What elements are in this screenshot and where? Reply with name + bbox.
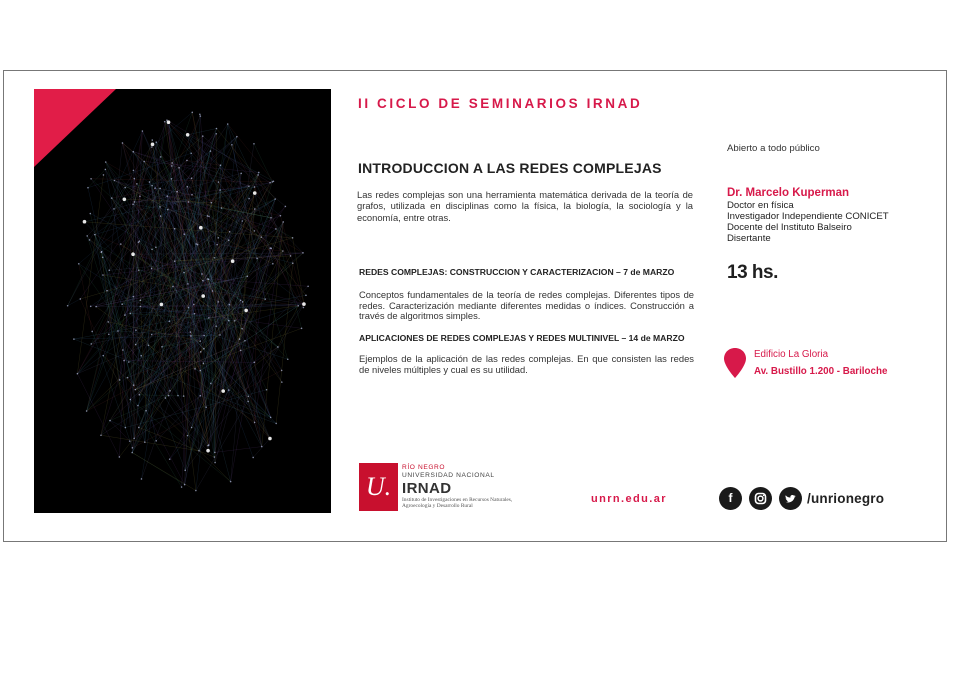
- network-node: [228, 239, 230, 241]
- network-node: [270, 417, 272, 419]
- network-node: [183, 272, 185, 274]
- series-title: II CICLO DE SEMINARIOS IRNAD: [358, 96, 643, 111]
- network-edge: [95, 235, 170, 391]
- network-node: [199, 226, 203, 230]
- network-node: [199, 395, 201, 397]
- network-node: [129, 440, 131, 442]
- network-node: [287, 358, 289, 360]
- network-node: [277, 346, 279, 348]
- network-node: [160, 303, 164, 307]
- network-node: [132, 151, 134, 153]
- network-node: [247, 401, 249, 403]
- network-node: [184, 484, 186, 486]
- network-node: [160, 156, 162, 158]
- network-node: [187, 435, 189, 437]
- network-node: [301, 328, 303, 330]
- network-node: [67, 305, 69, 307]
- network-node: [130, 399, 132, 401]
- network-node: [169, 320, 171, 322]
- network-node: [292, 262, 294, 264]
- network-node: [124, 314, 126, 316]
- network-node: [190, 335, 192, 337]
- network-node: [191, 427, 193, 429]
- network-node: [203, 335, 205, 337]
- network-node: [228, 320, 230, 322]
- network-node: [176, 191, 178, 193]
- network-node: [242, 301, 244, 303]
- network-node: [197, 244, 199, 246]
- network-node: [244, 309, 248, 313]
- network-node: [133, 384, 135, 386]
- network-node: [236, 136, 238, 138]
- network-node: [178, 167, 180, 169]
- network-node: [275, 423, 277, 425]
- instagram-icon[interactable]: [749, 487, 772, 510]
- network-node: [268, 437, 272, 441]
- network-node: [234, 320, 236, 322]
- network-node: [272, 263, 274, 265]
- network-node: [302, 252, 304, 254]
- network-node: [208, 444, 210, 446]
- network-node: [253, 143, 255, 145]
- network-node: [241, 220, 243, 222]
- network-node: [90, 178, 92, 180]
- logo-line-rio-negro: RÍO NEGRO: [402, 464, 446, 471]
- network-node: [103, 174, 105, 176]
- network-node: [254, 422, 256, 424]
- network-node: [240, 173, 242, 175]
- network-node: [198, 450, 200, 452]
- network-node: [124, 187, 126, 189]
- network-node: [202, 135, 204, 137]
- network-node: [219, 189, 221, 191]
- network-node: [290, 255, 292, 257]
- network-node: [145, 410, 147, 412]
- network-node: [188, 201, 190, 203]
- network-node: [217, 237, 219, 239]
- network-node: [254, 208, 256, 210]
- network-node: [254, 186, 256, 188]
- network-node: [136, 183, 138, 185]
- network-node: [248, 198, 250, 200]
- speaker-credential: Doctor en física: [727, 200, 794, 211]
- network-node: [228, 389, 230, 391]
- network-node: [105, 169, 107, 171]
- network-node: [186, 133, 190, 137]
- network-node: [139, 196, 141, 198]
- network-node: [171, 178, 173, 180]
- network-node: [167, 120, 171, 124]
- network-node: [138, 269, 140, 271]
- network-node: [165, 397, 167, 399]
- network-node: [155, 246, 157, 248]
- network-node: [285, 206, 287, 208]
- social-handle[interactable]: /unrionegro: [807, 491, 885, 506]
- network-node: [240, 350, 242, 352]
- network-node: [247, 276, 249, 278]
- network-node: [261, 236, 263, 238]
- network-node: [199, 115, 201, 117]
- network-node: [135, 344, 137, 346]
- network-node: [151, 185, 153, 187]
- network-node: [148, 344, 150, 346]
- network-node: [230, 481, 232, 483]
- network-node: [214, 462, 216, 464]
- network-node: [155, 440, 157, 442]
- network-edge: [188, 128, 217, 134]
- website-link[interactable]: unrn.edu.ar: [591, 493, 667, 505]
- network-node: [258, 172, 260, 174]
- network-node: [161, 346, 163, 348]
- network-node: [171, 162, 173, 164]
- network-node: [201, 294, 205, 298]
- network-node: [95, 306, 97, 308]
- network-node: [211, 202, 213, 204]
- network-node: [174, 260, 176, 262]
- network-node: [191, 194, 193, 196]
- network-node: [273, 181, 275, 183]
- network-node: [183, 395, 185, 397]
- network-node: [307, 285, 309, 287]
- network-node: [220, 164, 222, 166]
- network-node: [133, 178, 135, 180]
- network-node: [141, 478, 143, 480]
- network-node: [135, 329, 137, 331]
- session-2-description: Ejemplos de la aplicación de las redes complejas. En que consisten las redes de niveles múltiples y cual es su utilidad.: [359, 353, 694, 375]
- network-node: [203, 348, 205, 350]
- instagram-glyph: [749, 487, 772, 510]
- network-node: [169, 390, 171, 392]
- network-node: [160, 215, 162, 217]
- network-node: [73, 338, 75, 340]
- network-node: [195, 243, 197, 245]
- audience-note: Abierto a todo público: [727, 143, 820, 154]
- network-node: [280, 215, 282, 217]
- network-node: [229, 231, 231, 233]
- network-node: [140, 306, 142, 308]
- network-node: [151, 139, 153, 141]
- network-node: [195, 490, 197, 492]
- network-node: [113, 208, 115, 210]
- speaker-credential: Disertante: [727, 233, 771, 244]
- network-node: [281, 370, 283, 372]
- network-node: [216, 128, 218, 130]
- network-node: [134, 201, 136, 203]
- network-node: [83, 220, 87, 224]
- network-node: [210, 383, 212, 385]
- network-node: [151, 143, 155, 147]
- network-node: [199, 340, 201, 342]
- network-node: [241, 328, 243, 330]
- network-node: [257, 174, 259, 176]
- network-node: [127, 377, 129, 379]
- network-node: [221, 389, 225, 393]
- network-node: [252, 457, 254, 459]
- network-node: [216, 244, 218, 246]
- network-node: [89, 213, 91, 215]
- network-node: [89, 239, 91, 241]
- network-node: [215, 133, 217, 135]
- network-node: [303, 307, 305, 309]
- network-node: [215, 325, 217, 327]
- network-node: [119, 379, 121, 381]
- network-node: [151, 146, 153, 148]
- network-node: [117, 330, 119, 332]
- speaker-credential: Investigador Independiente CONICET: [727, 211, 889, 222]
- network-node: [217, 301, 219, 303]
- seminar-title: INTRODUCCION A LAS REDES COMPLEJAS: [358, 160, 662, 176]
- network-node: [274, 198, 276, 200]
- network-node: [174, 228, 176, 230]
- network-node: [133, 438, 135, 440]
- network-node: [131, 452, 133, 454]
- network-node: [177, 395, 179, 397]
- network-node: [128, 361, 130, 363]
- network-node: [172, 286, 174, 288]
- network-node: [194, 368, 196, 370]
- network-node: [133, 170, 135, 172]
- network-node: [155, 141, 157, 143]
- network-node: [122, 349, 124, 351]
- network-node: [270, 248, 272, 250]
- network-node: [87, 187, 89, 189]
- network-node: [109, 270, 111, 272]
- network-node: [240, 300, 242, 302]
- network-node: [193, 304, 195, 306]
- event-time: 13 hs.: [727, 262, 778, 283]
- network-node: [159, 188, 161, 190]
- network-node: [202, 280, 204, 282]
- network-node: [166, 119, 168, 121]
- network-node: [181, 486, 183, 488]
- network-edge: [228, 124, 274, 181]
- network-node: [190, 152, 192, 154]
- venue-building: Edificio La Gloria: [754, 349, 829, 360]
- network-node: [239, 338, 241, 340]
- session-1-heading: REDES COMPLEJAS: CONSTRUCCION Y CARACTERIZACION – 7 de MARZO: [359, 267, 675, 277]
- twitter-bird-glyph: [779, 487, 802, 510]
- network-node: [201, 273, 203, 275]
- network-node: [139, 394, 141, 396]
- network-node: [207, 278, 209, 280]
- facebook-icon[interactable]: f: [719, 487, 742, 510]
- network-node: [254, 362, 256, 364]
- network-edge: [216, 128, 275, 199]
- network-node: [100, 434, 102, 436]
- network-node: [305, 295, 307, 297]
- network-node: [140, 299, 142, 301]
- intro-paragraph: Las redes complejas son una herramienta matemática derivada de la teoría de grafos, utilizada en disciplinas como la física, la biología, la sociología y la economía, entre otras.: [357, 189, 693, 223]
- network-node: [168, 395, 170, 397]
- location-pin-icon: [723, 347, 747, 379]
- network-node: [102, 257, 104, 259]
- network-node: [109, 420, 111, 422]
- network-node: [164, 121, 166, 123]
- network-node: [302, 302, 306, 306]
- network-node: [297, 305, 299, 307]
- twitter-icon[interactable]: [779, 487, 802, 510]
- network-node: [90, 343, 92, 345]
- network-node: [154, 187, 156, 189]
- network-node: [133, 296, 135, 298]
- network-node: [270, 217, 272, 219]
- network-node: [108, 334, 110, 336]
- network-node: [207, 215, 209, 217]
- network-node: [102, 274, 104, 276]
- network-node: [275, 228, 277, 230]
- network-node: [90, 306, 92, 308]
- network-visualization-image: [34, 89, 331, 513]
- session-2-heading: APLICACIONES DE REDES COMPLEJAS Y REDES MULTINIVEL – 14 de MARZO: [359, 333, 685, 343]
- network-node: [94, 234, 96, 236]
- network-node: [188, 307, 190, 309]
- network-node: [269, 182, 271, 184]
- network-node: [135, 389, 137, 391]
- network-edge: [87, 236, 130, 314]
- network-node: [111, 197, 113, 199]
- network-node: [121, 303, 123, 305]
- session-1-description: Conceptos fundamentales de la teoría de redes complejas. Diferentes tipos de redes. Caracterización mediante diferentes medidas o índices. Construcción a través de algoritmos simples.: [359, 289, 694, 322]
- network-node: [248, 396, 250, 398]
- network-node: [132, 447, 134, 449]
- network-node: [151, 334, 153, 336]
- network-node: [187, 186, 189, 188]
- network-edge: [276, 229, 302, 328]
- network-node: [184, 470, 186, 472]
- red-corner-accent: [34, 89, 116, 167]
- network-node: [151, 248, 153, 250]
- network-node: [143, 161, 145, 163]
- network-node: [138, 427, 140, 429]
- network-node: [123, 197, 127, 201]
- network-node: [190, 331, 192, 333]
- network-node: [106, 290, 108, 292]
- network-node: [205, 406, 207, 408]
- network-node: [107, 321, 109, 323]
- network-node: [194, 313, 196, 315]
- network-node: [264, 298, 266, 300]
- network-node: [166, 195, 168, 197]
- logo-institute-name: Instituto de Investigaciones en Recursos Naturales, Agroecología y Desarrollo Rural: [402, 497, 513, 509]
- network-node: [120, 243, 122, 245]
- network-node: [281, 381, 283, 383]
- network-node: [212, 290, 214, 292]
- network-edge: [136, 314, 195, 345]
- network-node: [200, 351, 202, 353]
- network-node: [253, 191, 257, 195]
- network-node: [218, 181, 220, 183]
- network-node: [77, 373, 79, 375]
- network-node: [122, 142, 124, 144]
- network-node: [149, 181, 151, 183]
- network-node: [208, 317, 210, 319]
- network-node: [142, 130, 144, 132]
- network-node: [191, 112, 193, 114]
- network-node: [159, 206, 161, 208]
- network-node: [199, 370, 201, 372]
- network-node: [167, 209, 169, 211]
- network-node: [214, 452, 216, 454]
- network-node: [78, 263, 80, 265]
- network-node: [266, 389, 268, 391]
- network-node: [214, 257, 216, 259]
- network-node: [125, 427, 127, 429]
- network-node: [171, 165, 173, 167]
- network-node: [229, 304, 231, 306]
- network-node: [114, 180, 116, 182]
- network-node: [261, 446, 263, 448]
- network-edge: [87, 144, 153, 411]
- network-node: [186, 160, 188, 162]
- network-node: [210, 150, 212, 152]
- network-node: [248, 185, 250, 187]
- network-node: [244, 340, 246, 342]
- network-node: [91, 331, 93, 333]
- network-edge: [276, 263, 293, 423]
- network-node: [282, 250, 284, 252]
- network-node: [254, 230, 256, 232]
- unrn-logo-mark: U.: [359, 463, 398, 511]
- network-node: [151, 268, 153, 270]
- network-node: [282, 221, 284, 223]
- network-node: [129, 313, 131, 315]
- network-node: [227, 123, 229, 125]
- network-node: [187, 283, 189, 285]
- network-node: [102, 355, 104, 357]
- network-node: [137, 405, 139, 407]
- network-node: [199, 114, 201, 116]
- speaker-name: Dr. Marcelo Kuperman: [727, 187, 850, 199]
- venue-address: Av. Bustillo 1.200 - Bariloche: [754, 366, 888, 377]
- network-node: [144, 441, 146, 443]
- network-node: [123, 360, 125, 362]
- network-node: [140, 355, 142, 357]
- network-node: [292, 237, 294, 239]
- network-node: [79, 298, 81, 300]
- network-node: [231, 144, 233, 146]
- speaker-credential: Docente del Instituto Balseiro: [727, 222, 852, 233]
- network-node: [132, 204, 134, 206]
- network-node: [203, 363, 205, 365]
- network-node: [184, 233, 186, 235]
- network-edge: [253, 439, 270, 458]
- network-edge: [132, 453, 196, 491]
- network-node: [191, 177, 193, 179]
- network-node: [139, 240, 141, 242]
- network-node: [256, 258, 258, 260]
- network-node: [214, 456, 216, 458]
- network-node: [119, 456, 121, 458]
- network-node: [219, 334, 221, 336]
- network-node: [206, 449, 210, 453]
- network-node: [86, 235, 88, 237]
- network-node: [169, 458, 171, 460]
- logo-line-universidad: UNIVERSIDAD NACIONAL: [402, 472, 495, 479]
- network-node: [86, 410, 88, 412]
- network-node: [208, 216, 210, 218]
- network-node: [131, 252, 135, 256]
- logo-irnad: IRNAD: [402, 480, 452, 497]
- network-node: [101, 251, 103, 253]
- network-node: [231, 259, 235, 263]
- network-node: [221, 207, 223, 209]
